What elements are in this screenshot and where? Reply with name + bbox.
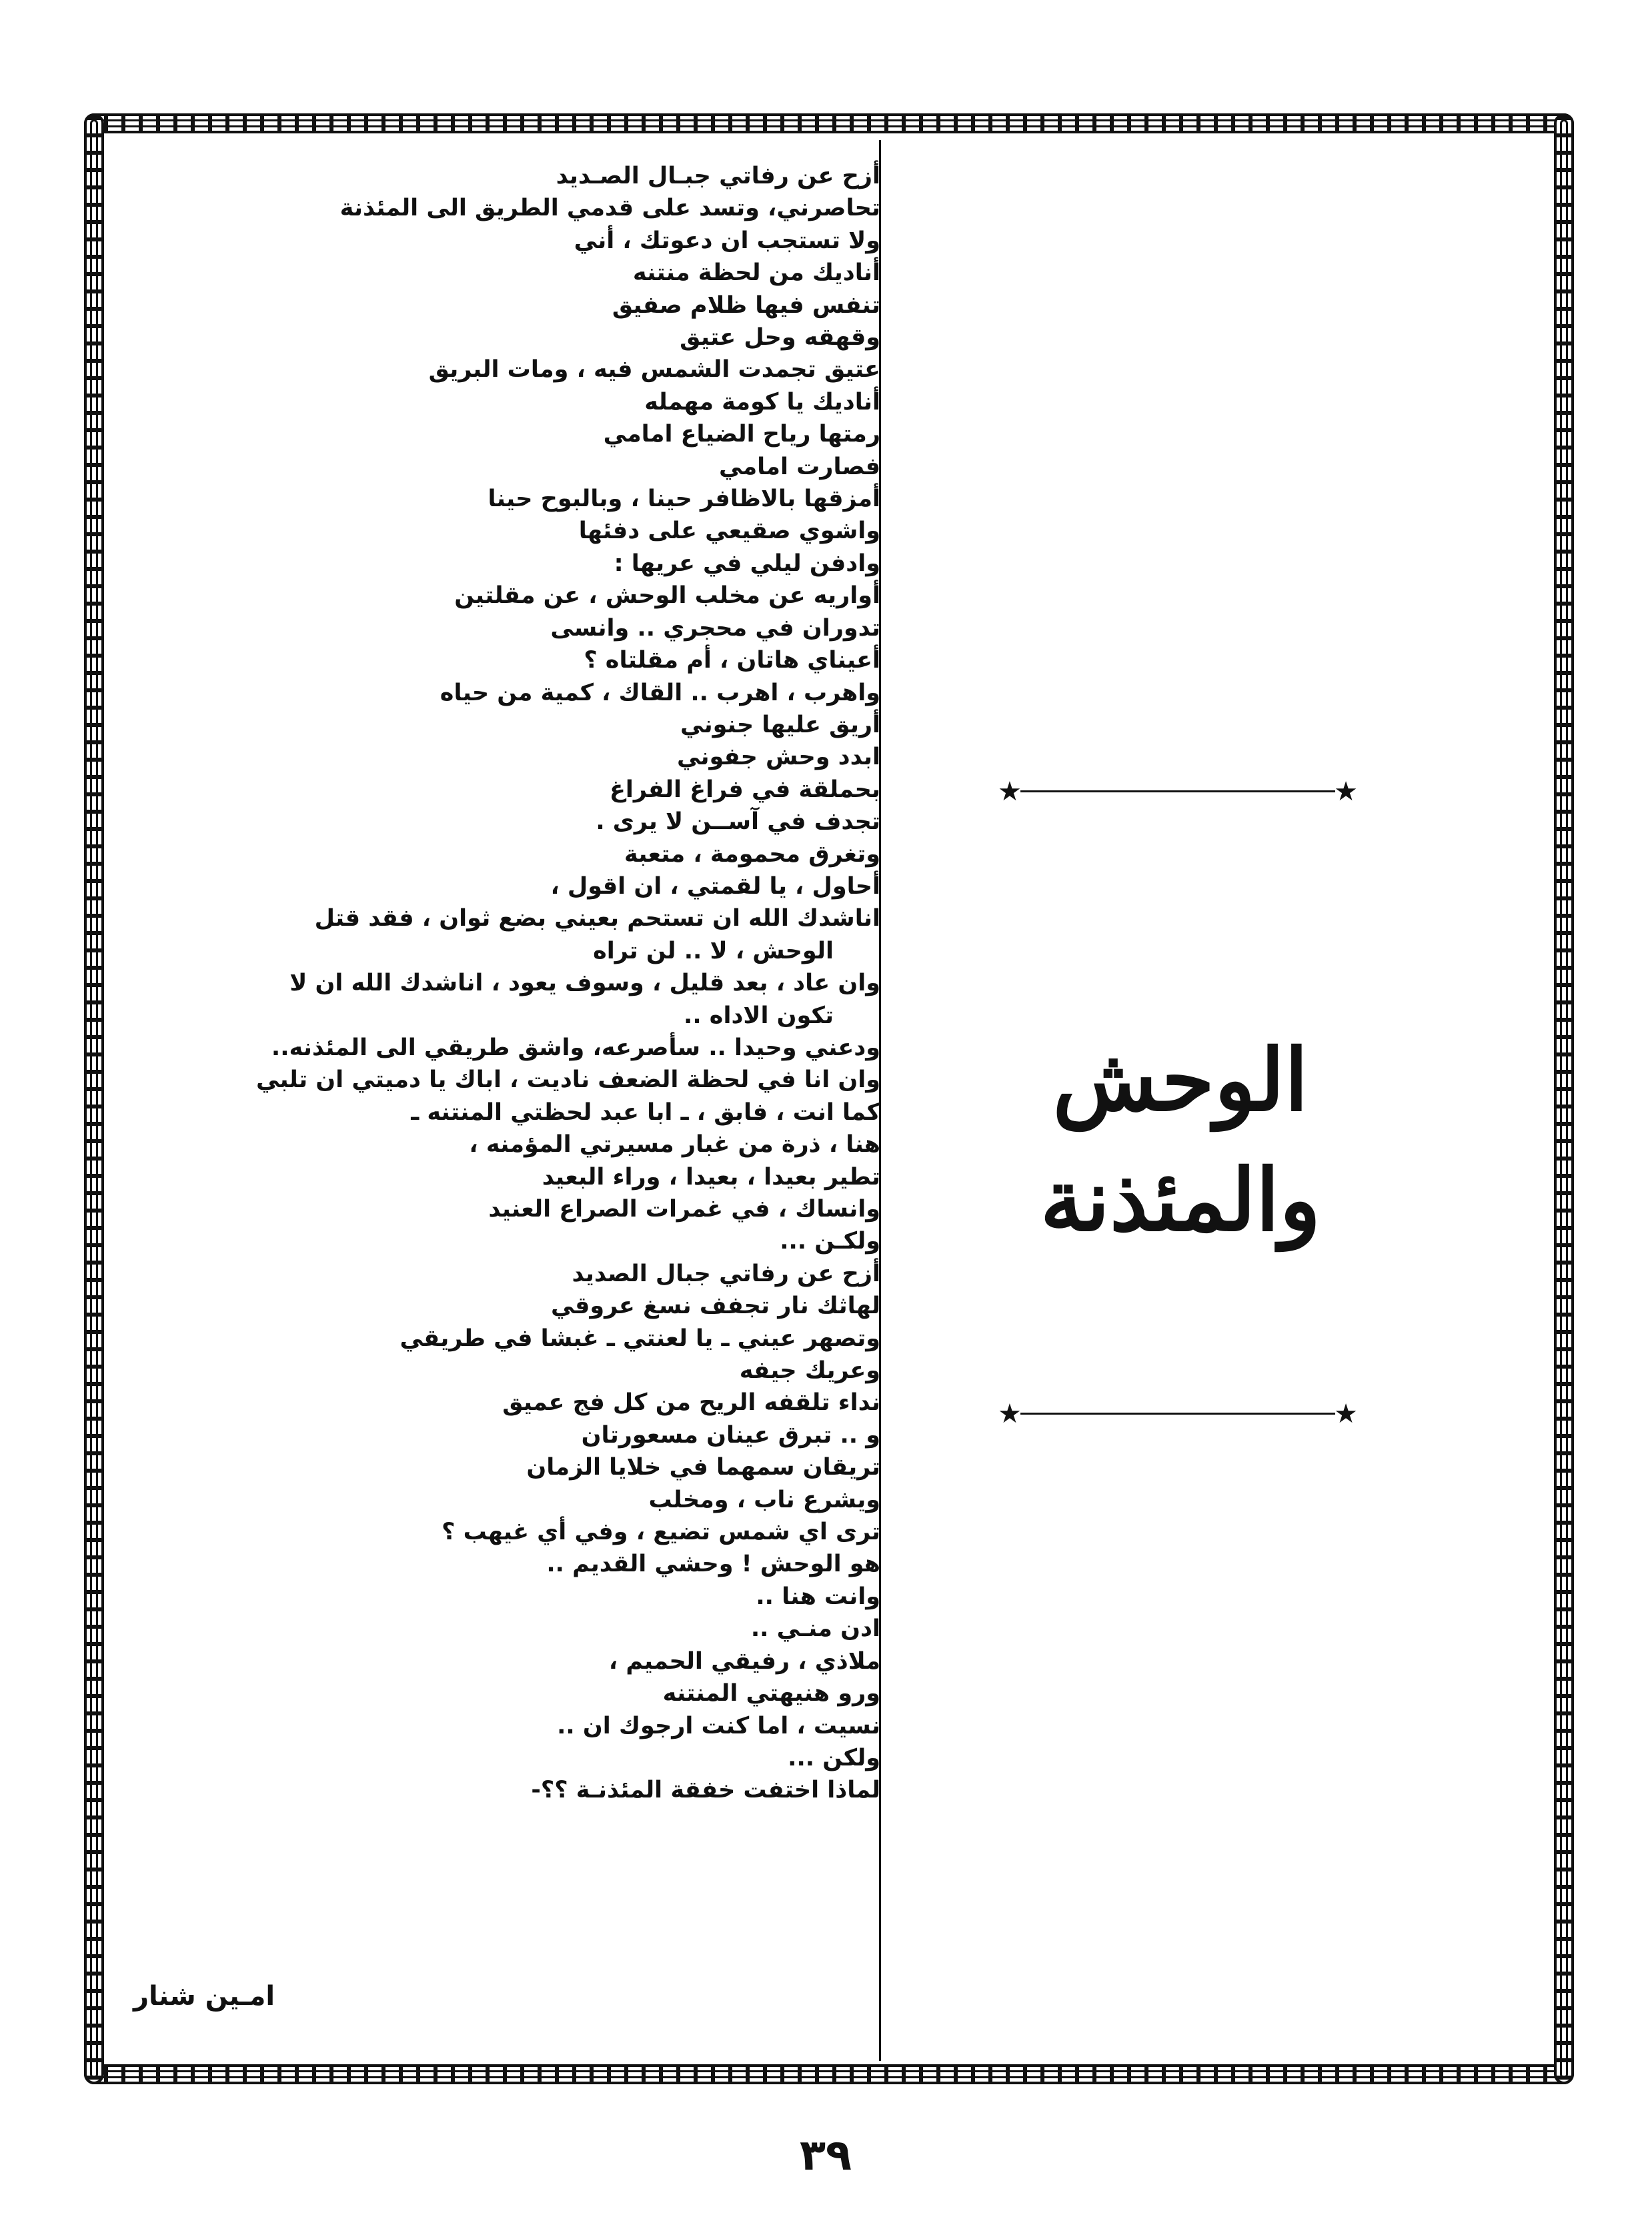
poem-line: ولا تستجب ان دعوتك ، أني	[574, 227, 880, 254]
poem-line: لماذا اختفت خفقة المئذنـة ؟؟-	[531, 1777, 880, 1804]
poem-column	[113, 160, 880, 2021]
poem-line: ترى اي شمس تضيع ، وفي أي غيهب ؟	[442, 1519, 880, 1546]
poem-line: تحاصرني، وتسد على قدمي الطريق الى المئذنة	[339, 195, 880, 222]
horizontal-rule	[1020, 1413, 1335, 1415]
page-number: ٣٩	[799, 2131, 852, 2180]
star-icon: ★	[998, 1399, 1022, 1429]
poem-line: نداء تلقفه الريح من كل فج عميق	[502, 1389, 880, 1417]
poem-line: رمتها رياح الضياع امامي	[603, 421, 880, 448]
poem-line: و .. تبرق عينان مسعورتان	[581, 1421, 880, 1449]
poem-line: هنا ، ذرة من غبار مسيرتي المؤمنه ،	[469, 1131, 880, 1159]
poem-line: واهرب ، اهرب .. القاك ، كمية من حياه	[440, 679, 880, 706]
poem-line: بحملقة في فراغ الفراغ	[609, 776, 880, 803]
star-icon: ★	[1334, 1399, 1358, 1429]
ornament-rule-top	[998, 775, 1358, 808]
author-name: امـين شنار	[133, 1981, 275, 2012]
poem-line: أزح عن رفاتي جبال الصديد	[572, 1260, 880, 1287]
poem-line: أناديك من لحظة منتنه	[632, 259, 880, 287]
poem-line: أريق عليها جنوني	[680, 711, 880, 738]
poem-line: وادفن ليلي في عريها :	[614, 550, 880, 577]
poem-line: وتصهر عيني ـ يا لعنتي ـ غبشا في طريقي	[399, 1325, 880, 1352]
border-bottom	[84, 2064, 1574, 2084]
poem-line: أزح عن رفاتي جبـال الصـديد	[556, 163, 880, 189]
poem-line: تريقان سمهما في خلايا الزمان	[526, 1454, 880, 1481]
poem-line: وتغرق محمومة ، متعبة	[624, 840, 880, 868]
poem-line: وقهقه وحل عتيق	[680, 324, 880, 351]
poem-line: هو الوحش ! وحشي القديم ..	[546, 1551, 880, 1578]
poem-line: أعيناي هاتان ، أم مقلتاه ؟	[584, 647, 880, 674]
poem-line: تدوران في محجري .. وانسى	[550, 614, 880, 642]
poem-line: أواريه عن مخلب الوحش ، عن مقلتين	[454, 582, 880, 610]
poem-line: ادن منـي ..	[750, 1615, 880, 1643]
border-right	[1554, 113, 1574, 2084]
poem-line: وعريك جيفه	[739, 1357, 880, 1385]
poem-line: تكون الاداه ..	[684, 1002, 834, 1029]
horizontal-rule	[1020, 790, 1335, 792]
poem-line: ملاذي ، رفيقي الحميم ،	[608, 1647, 880, 1675]
poem-line: فصارت امامي	[719, 453, 880, 480]
poem-line: ورو هنيهتي المنتنه	[662, 1680, 880, 1707]
poem-line: ودعني وحيدا .. سأصرعه، واشق طريقي الى المئذنه..	[271, 1034, 880, 1061]
poem-line: تنفس فيها ظلام صفيق	[612, 291, 880, 319]
poem-line: اناشدك الله ان تستحم بعيني بضع ثوان ، فقد قتل	[314, 905, 880, 932]
poem-line: لهاثك نار تجفف نسغ عروقي	[551, 1293, 880, 1320]
poem-line: عتيق تجمدت الشمس فيه ، ومات البريق	[428, 356, 880, 384]
poem-line: تطير بعيدا ، بعيدا ، وراء البعيد	[542, 1163, 880, 1191]
poem-line: وانت هنا ..	[756, 1583, 880, 1610]
poem-line: نسيت ، اما كنت ارجوك ان ..	[557, 1712, 880, 1739]
poem-line: ولكـن ...	[780, 1228, 880, 1255]
poem-line: وان عاد ، بعد قليل ، وسوف يعود ، اناشدك الله ان لا	[289, 970, 880, 997]
poem-line: أحاول ، يا لقمتي ، ان اقول ،	[550, 872, 880, 900]
poem-line: ولكن ...	[788, 1744, 880, 1771]
ornament-rule-bottom	[998, 1397, 1358, 1431]
star-icon: ★	[1334, 776, 1358, 807]
border-top	[84, 113, 1574, 133]
poem-line: الوحش ، لا .. لن تراه	[593, 937, 834, 964]
poem-line: أناديك يا كومة مهمله	[644, 388, 880, 416]
border-left	[84, 113, 104, 2084]
poem-line: تجدف في آســن لا يرى .	[596, 808, 880, 836]
poem-line: أمزقها بالاظافر حينا ، وبالبوح حينا	[488, 486, 880, 513]
poem-line: ويشرع ناب ، ومخلب	[648, 1486, 880, 1513]
star-icon: ★	[998, 776, 1022, 807]
poem-line: واشوي صقيعي على دفئها	[578, 518, 880, 545]
poem-line: ابدد وحش جفوني	[676, 744, 880, 771]
poem-title: الوحش والمئذنة	[1040, 1030, 1321, 1251]
poem-line: وانساك ، في غمرات الصراع العنيد	[488, 1196, 880, 1223]
poem-line: وان انا في لحظة الضعف ناديت ، اباك يا دميتي ان تلبي	[255, 1066, 880, 1094]
poem-line: كما انت ، فابق ، ـ ابا عبد لحظتي المنتنه ـ	[411, 1098, 880, 1126]
